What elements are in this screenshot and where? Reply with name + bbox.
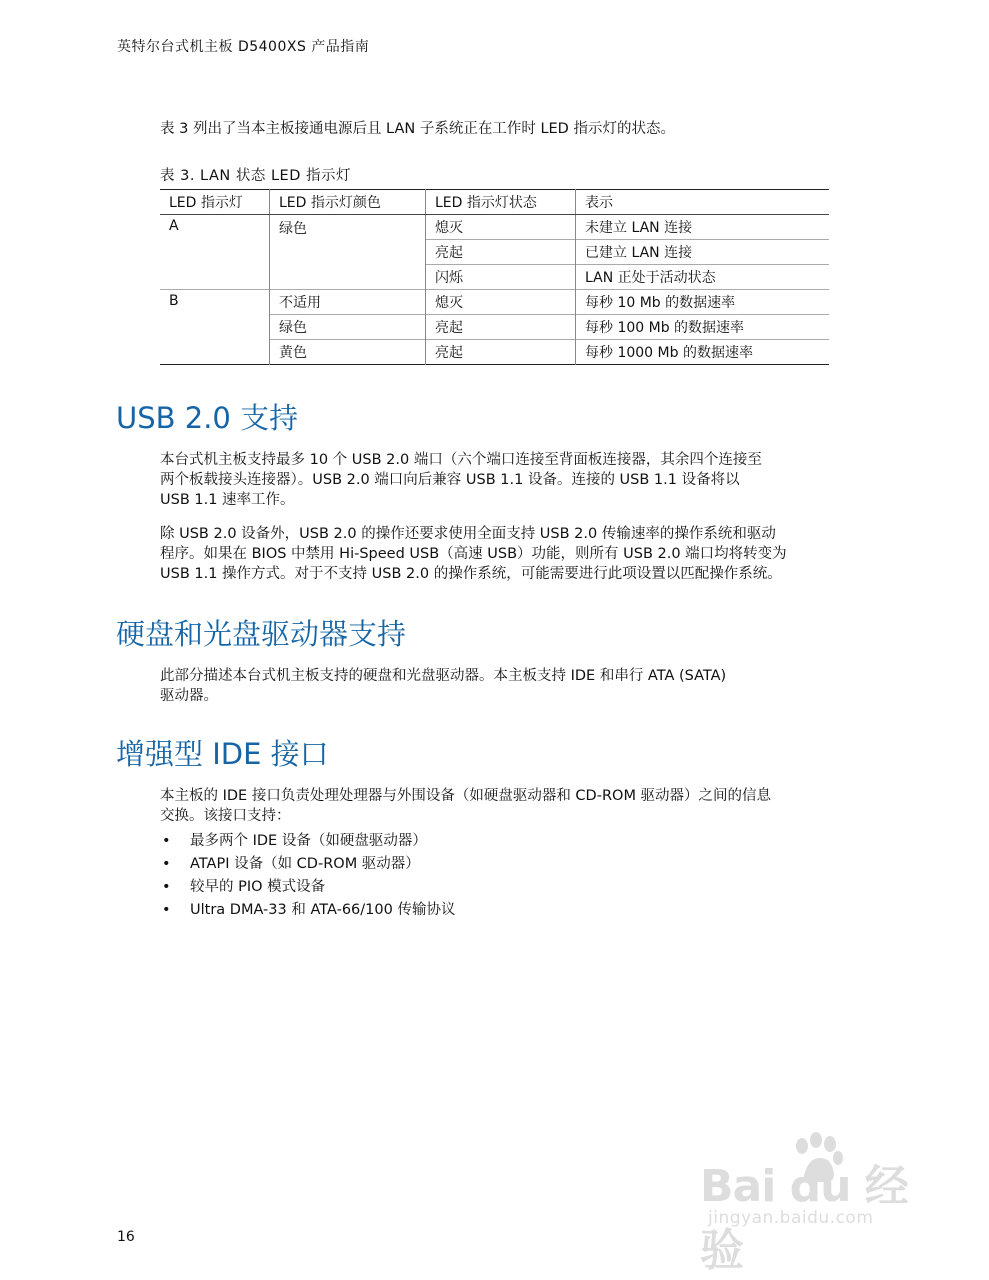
intro-text: 表 3 列出了当本主板接通电源后且 LAN 子系统正在工作时 LED 指示灯的状态。 — [160, 121, 675, 137]
meaning-cell: 已建立 LAN 连接 — [576, 240, 830, 265]
color-cell: 绿色 — [270, 315, 426, 340]
list-item-text: Ultra DMA-33 和 ATA-66/100 传输协议 — [190, 902, 456, 918]
table-row — [160, 290, 829, 315]
state-cell: 熄灭 — [426, 215, 576, 240]
meaning-cell: 未建立 LAN 连接 — [576, 215, 830, 240]
color-cell: 不适用 — [270, 290, 426, 315]
bullet: • — [162, 902, 171, 918]
watermark-site: jingyan.baidu.com — [708, 1208, 874, 1228]
lan-status-table — [160, 189, 829, 365]
text-line: 本主板的 IDE 接口负责处理处理器与外围设备（如硬盘驱动器和 CD-ROM 驱动器）之间的信息 — [160, 788, 772, 804]
column-header-led: LED 指示灯 — [160, 190, 270, 215]
state-cell: 亮起 — [426, 240, 576, 265]
meaning-cell: LAN 正处于活动状态 — [576, 265, 830, 290]
usb-paragraph-2 — [160, 524, 850, 584]
list-item — [160, 899, 455, 922]
led-cell: B — [160, 290, 270, 365]
list-item — [160, 876, 455, 899]
list-item — [160, 853, 455, 876]
baidu-jingyan-watermark — [700, 1132, 940, 1276]
state-cell: 熄灭 — [426, 290, 576, 315]
table-caption: 表 3. LAN 状态 LED 指示灯 — [160, 168, 351, 184]
text-line: 除 USB 2.0 设备外，USB 2.0 的操作还要求使用全面支持 USB 2.0 传输速率的操作系统和驱动 — [160, 526, 776, 542]
meaning-cell: 每秒 100 Mb 的数据速率 — [576, 315, 830, 340]
usb-paragraph-1 — [160, 450, 850, 510]
led-cell: A — [160, 215, 270, 290]
meaning-cell: 每秒 1000 Mb 的数据速率 — [576, 340, 830, 365]
state-cell: 亮起 — [426, 340, 576, 365]
ide-paragraph — [160, 786, 850, 826]
color-cell: 黄色 — [270, 340, 426, 365]
list-item-text: 最多两个 IDE 设备（如硬盘驱动器） — [190, 833, 427, 849]
column-header-meaning: 表示 — [576, 190, 830, 215]
text-line: 程序。如果在 BIOS 中禁用 Hi-Speed USB（高速 USB）功能，则所有 USB 2.0 端口均将转变为 — [160, 546, 787, 562]
color-cell: 绿色 — [270, 215, 426, 290]
state-cell: 闪烁 — [426, 265, 576, 290]
table-row — [160, 215, 829, 240]
text-line: USB 1.1 操作方式。对于不支持 USB 2.0 的操作系统，可能需要进行此项设置以匹配操作系统。 — [160, 566, 782, 582]
column-header-color: LED 指示灯颜色 — [270, 190, 426, 215]
list-item — [160, 830, 455, 853]
meaning-cell: 每秒 10 Mb 的数据速率 — [576, 290, 830, 315]
state-cell: 亮起 — [426, 315, 576, 340]
bullet: • — [162, 833, 171, 849]
drives-paragraph — [160, 666, 850, 706]
text-line: 两个板载接头连接器）。USB 2.0 端口向后兼容 USB 1.1 设备。连接的 USB 1.1 设备将以 — [160, 472, 740, 488]
bullet: • — [162, 879, 171, 895]
watermark-brand: Bai du 经验 — [700, 1161, 908, 1276]
drives-section-title: 硬盘和光盘驱动器支持 — [116, 617, 407, 651]
list-item-text: ATAPI 设备（如 CD-ROM 驱动器） — [190, 856, 420, 872]
text-line: 交换。该接口支持： — [160, 808, 291, 824]
text-line: 此部分描述本台式机主板支持的硬盘和光盘驱动器。本主板支持 IDE 和串行 ATA (SATA) — [160, 668, 727, 684]
text-line: USB 1.1 速率工作。 — [160, 492, 295, 508]
page-header: 英特尔台式机主板 D5400XS 产品指南 — [117, 39, 370, 55]
ide-section-title: 增强型 IDE 接口 — [116, 737, 329, 771]
column-header-state: LED 指示灯状态 — [426, 190, 576, 215]
ide-support-list — [160, 830, 455, 922]
page-number: 16 — [117, 1229, 135, 1245]
text-line: 驱动器。 — [160, 688, 218, 704]
bullet: • — [162, 856, 171, 872]
text-line: 本台式机主板支持最多 10 个 USB 2.0 端口（六个端口连接至背面板连接器，其余四个连接至 — [160, 452, 762, 468]
table-header-row — [160, 190, 829, 215]
usb-section-title: USB 2.0 支持 — [116, 401, 299, 435]
list-item-text: 较早的 PIO 模式设备 — [190, 879, 326, 895]
